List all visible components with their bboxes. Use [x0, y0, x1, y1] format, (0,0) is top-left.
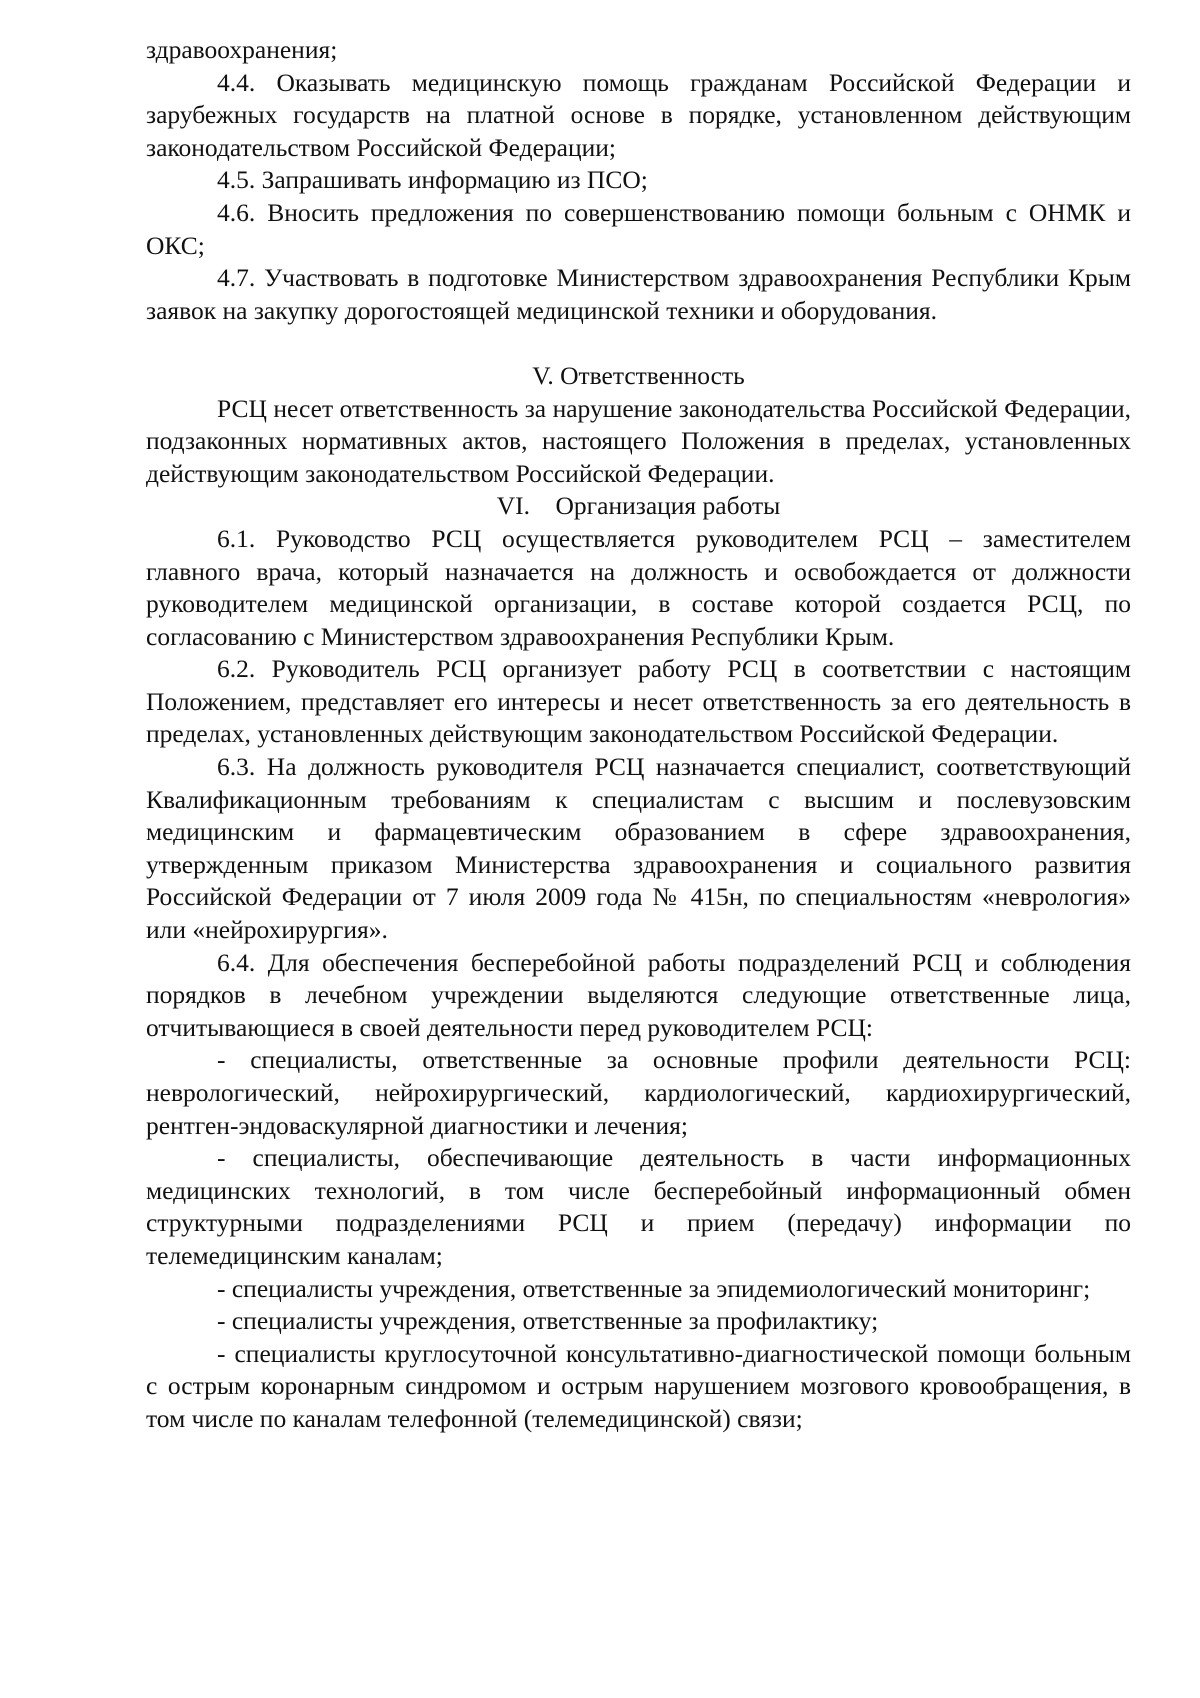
- list-item-it-specialists: - специалисты, обеспечивающие деятельность в части информационных медицинских технологий, в том числе бесперебойный информационный обмен структурными подразделениями РСЦ и прием (передачу) информации по телемедицинским каналам;: [146, 1143, 1131, 1270]
- paragraph-4-7: 4.7. Участвовать в подготовке Министерством здравоохранения Республики Крым заявок на закупку дорогостоящей медицинской техники и оборудования.: [146, 263, 1131, 325]
- paragraph-6-1: 6.1. Руководство РСЦ осуществляется руководителем РСЦ – заместителем главного врача, который назначается на должность и освобождается от должности руководителем медицинской организации, в составе которой создается РСЦ, по согласованию с Министерством здравоохранения Республики Крым.: [146, 523, 1131, 651]
- list-item-epidemiology: - специалисты учреждения, ответственные за эпидемиологический мониторинг;: [217, 1273, 1091, 1303]
- paragraph-6-4: 6.4. Для обеспечения бесперебойной работы подразделений РСЦ и соблюдения порядков в лечебном учреждении выделяются следующие ответственные лица, отчитывающиеся в своей деятельности перед руководителем РСЦ:: [146, 947, 1131, 1042]
- list-item-prevention: - специалисты учреждения, ответственные за профилактику;: [217, 1306, 879, 1336]
- section-6-title: Организация работы: [555, 491, 781, 521]
- paragraph-4-6: 4.6. Вносить предложения по совершенствованию помощи больным с ОНМК и ОКС;: [146, 197, 1131, 260]
- section-6-heading: [146, 490, 1131, 523]
- paragraph-continuation: здравоохранения;: [146, 35, 338, 64]
- list-item-profiles: - специалисты, ответственные за основные профили деятельности РСЦ: неврологический, нейрохирургический, кардиологический, кардиохирургический, рентген-эндоваскулярной диагностики и лечения;: [146, 1045, 1131, 1140]
- paragraph-6-2: 6.2. Руководитель РСЦ организует работу РСЦ в соответствии с настоящим Положением, представляет его интересы и несет ответственность за его деятельность в пределах, установленных действующим законодательством Российской Федерации.: [146, 654, 1131, 749]
- paragraph-4-4: 4.4. Оказывать медицинскую помощь гражданам Российской Федерации и зарубежных государств на платной основе в порядке, установленном действующим законодательством Российской Федерации;: [146, 67, 1131, 162]
- list-item-consultation: - специалисты круглосуточной консультативно-диагностической помощи больным с острым коронарным синдромом и острым нарушением мозгового кровообращения, в том числе по каналам телефонной (телемедицинской) связи;: [146, 1338, 1131, 1433]
- paragraph-6-3: 6.3. На должность руководителя РСЦ назначается специалист, соответствующий Квалификационным требованиям к специалистам с высшим и послевузовским медицинским и фармацевтическим образованием в сфере здравоохранения, утвержденным приказом Министерства здравоохранения и социального развития Российской Федерации от 7 июля 2009 года № 415н, по специальностям «неврология» или «нейрохирургия».: [146, 752, 1131, 945]
- paragraph-4-5: 4.5. Запрашивать информацию из ПСО;: [217, 165, 648, 195]
- section-5-text: РСЦ несет ответственность за нарушение законодательства Российской Федерации, подзаконных нормативных актов, настоящего Положения в пределах, установленных действующим законодательством Российской Федерации.: [146, 393, 1131, 488]
- section-6-number: VI.: [496, 491, 531, 521]
- document-page: [146, 34, 1131, 1436]
- section-5-heading: V. Ответственность: [532, 360, 745, 390]
